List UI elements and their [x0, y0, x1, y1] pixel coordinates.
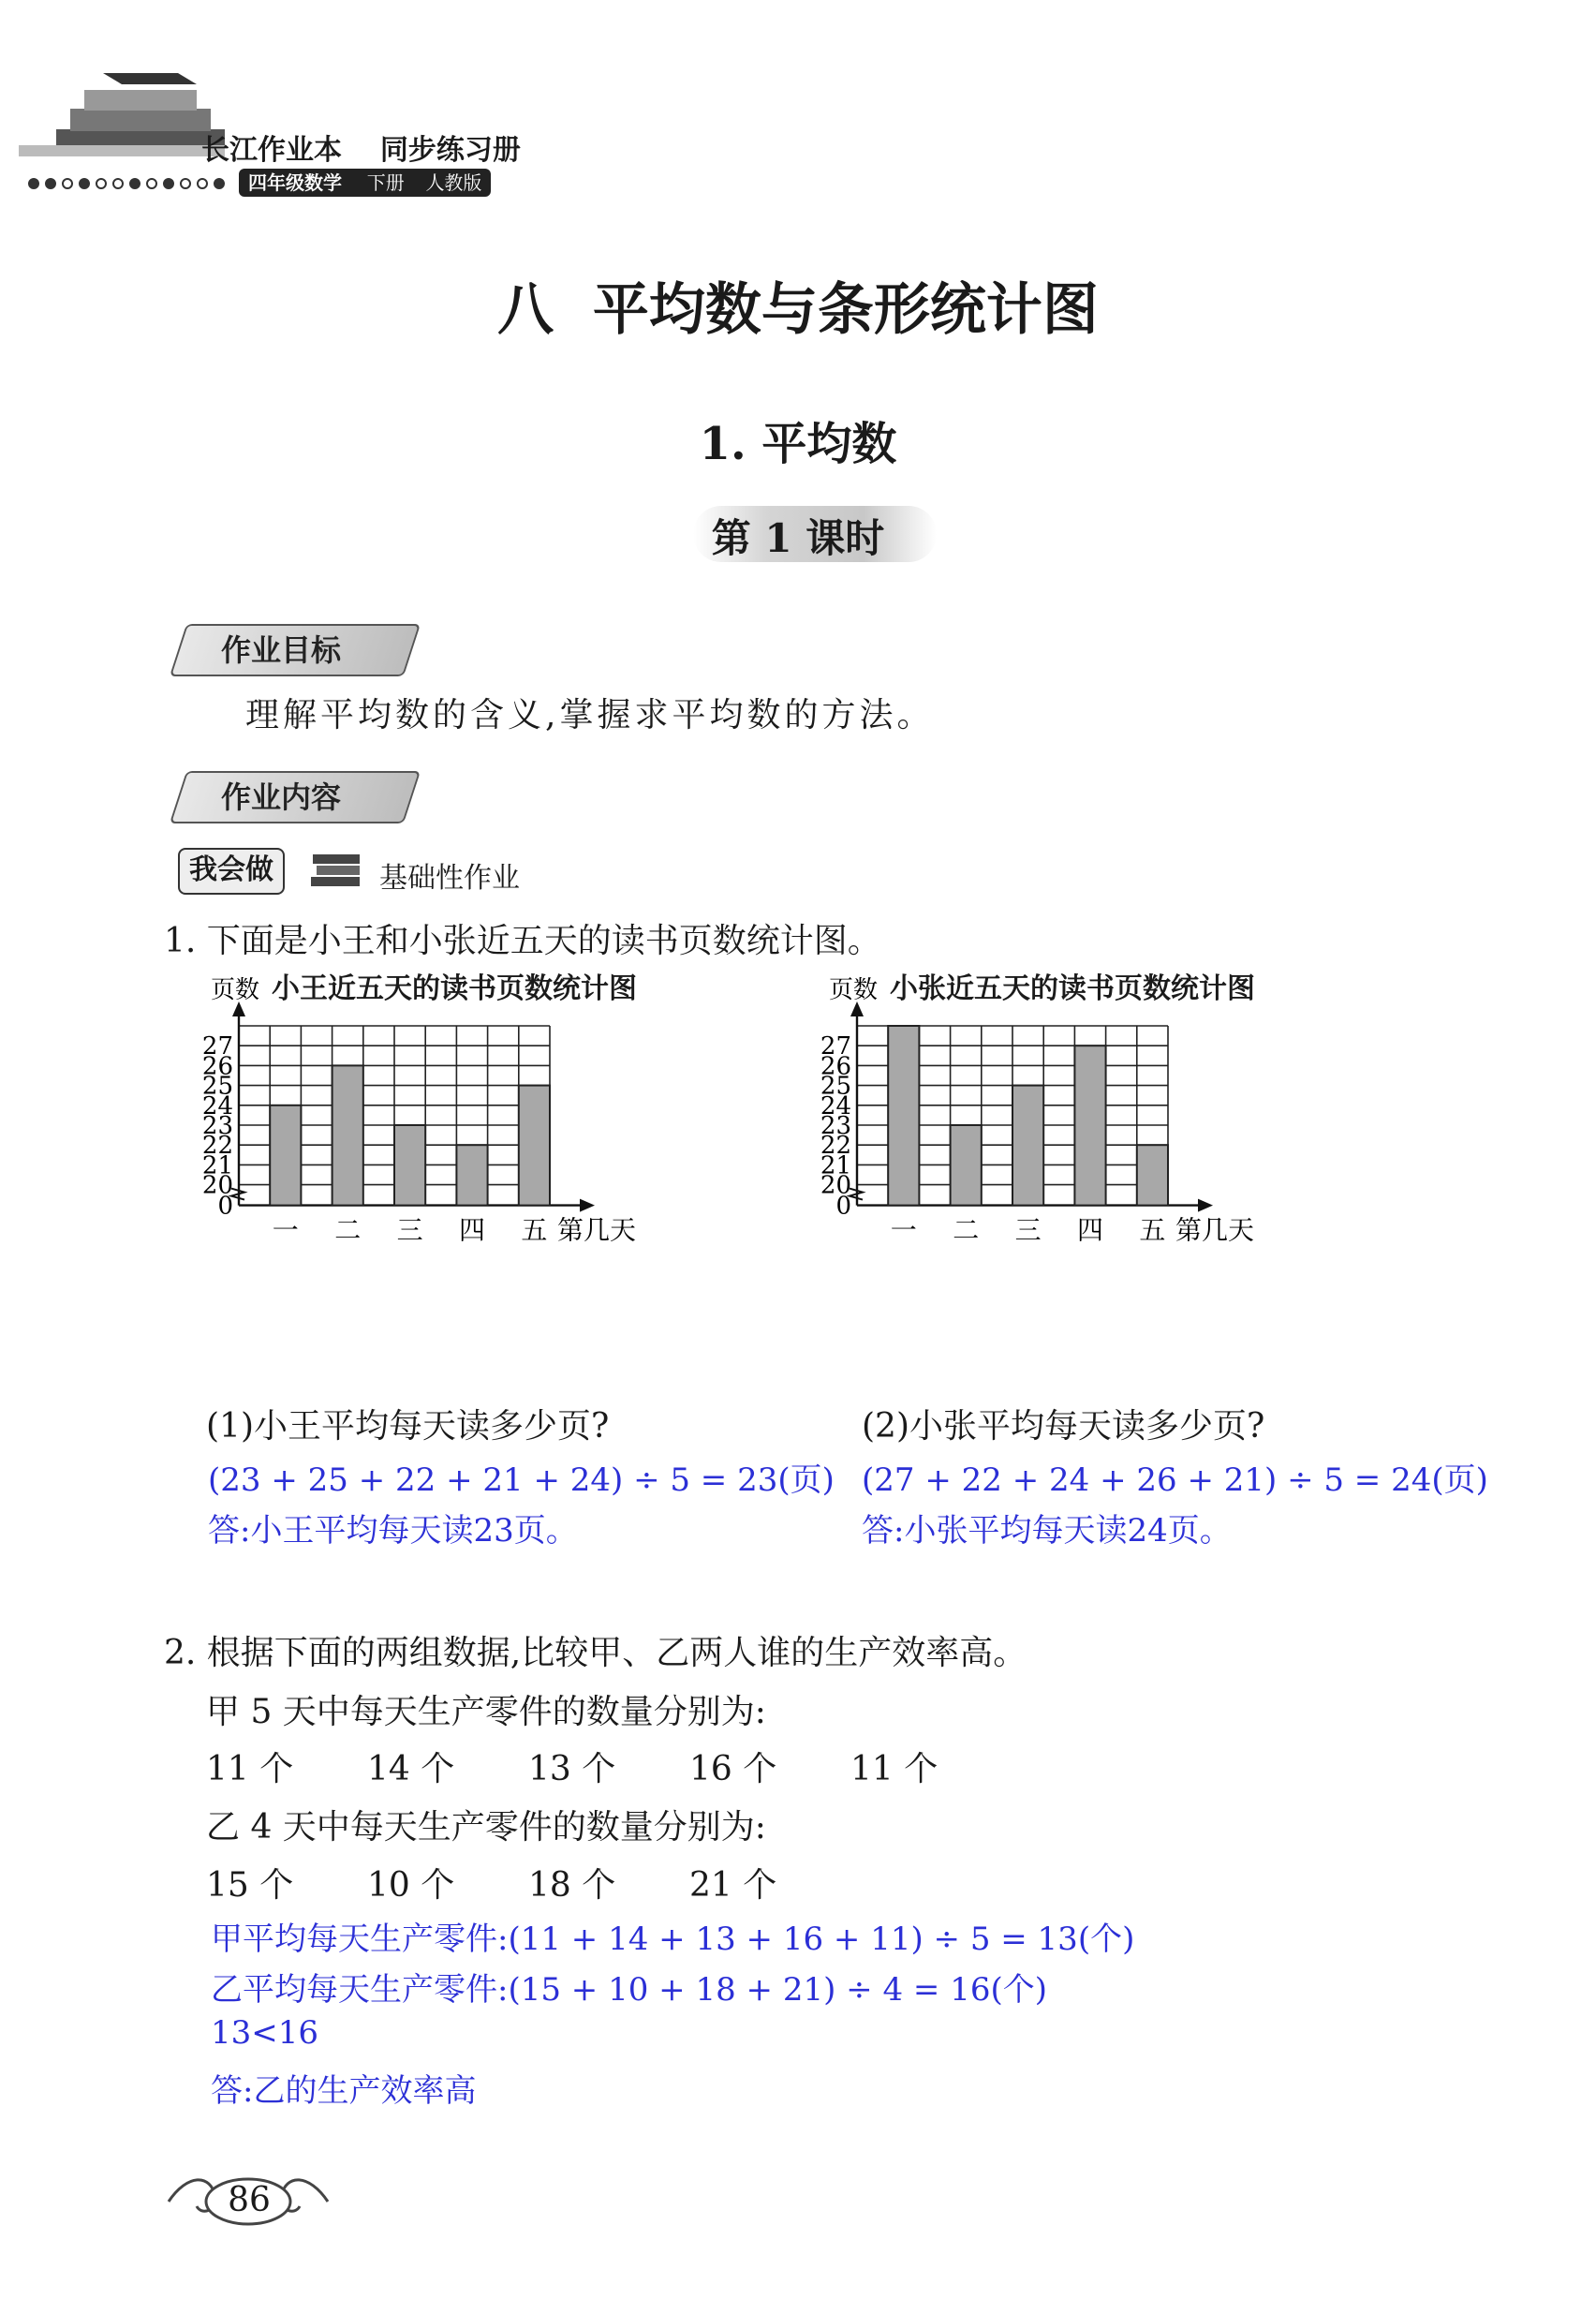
bar [456, 1145, 487, 1205]
badge-note: 基础性作业 [379, 862, 520, 895]
bar [270, 1105, 301, 1206]
y-tick-label: 22 [820, 1132, 851, 1161]
y-tick-label: 21 [201, 1151, 233, 1180]
list-item: 10 个 [367, 1866, 455, 1905]
list-item: 21 个 [689, 1866, 777, 1905]
x-tick-label: 三 [396, 1214, 423, 1246]
brand-name: 长江作业本 [201, 134, 342, 167]
series-name: 同步练习册 [379, 134, 521, 167]
y-tick-label: 25 [201, 1072, 233, 1101]
edition-label: 人教版 [425, 171, 482, 194]
y-tick-label: 23 [820, 1112, 851, 1140]
bar [888, 1026, 919, 1206]
q2-jia-intro: 甲 5 天中每天生产零件的数量分别为: [206, 1693, 766, 1731]
y-tick-label: 27 [820, 1032, 851, 1061]
x-axis-label: 第几天 [1175, 1214, 1255, 1246]
list-item: 18 个 [528, 1866, 616, 1905]
q1-ans1-text: 答:小王平均每天读23页。 [208, 1512, 578, 1550]
q2-ans-compare: 13<16 [211, 2014, 319, 2052]
objective-tag: 作业目标 [170, 624, 421, 676]
content-tag: 作业内容 [170, 771, 421, 823]
volume-label: 下册 [366, 171, 405, 194]
chart-zhang [805, 965, 1461, 1387]
list-item: 15 个 [206, 1866, 294, 1905]
chart-wang [187, 965, 843, 1387]
q1-sub1: (1)小王平均每天读多少页? [206, 1407, 610, 1446]
axis-break-mark [850, 1189, 863, 1200]
y-axis-label: 页数 [829, 976, 879, 1004]
header [19, 56, 599, 197]
y-tick-label: 24 [820, 1091, 851, 1120]
lesson-title: 第 1 课时 [711, 515, 885, 561]
list-item: 16 个 [689, 1750, 777, 1788]
chart-title: 小王近五天的读书页数统计图 [272, 972, 637, 1005]
q2-stem: 2. 根据下面的两组数据,比较甲、乙两人谁的生产效率高。 [164, 1634, 1027, 1672]
bar [394, 1125, 425, 1206]
y-tick-label: 25 [820, 1072, 851, 1101]
x-tick-label: 二 [334, 1214, 362, 1246]
x-tick-label: 三 [1014, 1214, 1042, 1246]
list-item: 11 个 [850, 1750, 938, 1788]
y-tick-label: 27 [201, 1032, 233, 1061]
unit-title: 八 平均数与条形统计图 [497, 277, 1099, 343]
x-axis-arrow [1198, 1199, 1213, 1212]
q1-ans2-text: 答:小张平均每天读24页。 [862, 1512, 1232, 1550]
y-tick-label: 20 [820, 1171, 851, 1200]
x-tick-label: 五 [521, 1214, 548, 1246]
list-item: 14 个 [367, 1750, 455, 1788]
q1-ans2-calc: (27 + 22 + 24 + 26 + 21) ÷ 5 = 24(页) [862, 1461, 1488, 1499]
y-tick-label: 22 [201, 1132, 233, 1161]
x-axis-label: 第几天 [557, 1214, 637, 1246]
y-tick-label: 26 [201, 1052, 233, 1081]
objective-text: 理解平均数的含义,掌握求平均数的方法。 [245, 696, 935, 734]
x-tick-label: 四 [1076, 1214, 1104, 1246]
q2-yi-values [206, 1859, 809, 1906]
bar [1012, 1086, 1043, 1206]
bar [951, 1125, 982, 1206]
dot-rule [28, 178, 225, 189]
q2-jia-values [206, 1743, 970, 1790]
y-tick-label: 24 [201, 1091, 233, 1120]
y-tick-label: 21 [820, 1151, 851, 1180]
list-item: 13 个 [528, 1750, 616, 1788]
bar [1137, 1145, 1168, 1205]
grade-label: 四年级数学 [248, 171, 342, 194]
y-tick-label: 0 [217, 1192, 233, 1221]
bar [519, 1086, 550, 1206]
x-tick-label: 一 [272, 1214, 299, 1246]
bar [332, 1065, 363, 1205]
axis-break-mark [231, 1189, 244, 1200]
chart-title: 小张近五天的读书页数统计图 [890, 972, 1255, 1005]
x-tick-label: 一 [890, 1214, 917, 1246]
y-axis-label: 页数 [211, 976, 260, 1004]
books-icon [309, 849, 365, 892]
x-tick-label: 五 [1139, 1214, 1166, 1246]
list-item: 11 个 [206, 1750, 294, 1788]
x-axis-arrow [580, 1199, 595, 1212]
badge: 我会做 [178, 848, 285, 895]
q1-ans1-calc: (23 + 25 + 22 + 21 + 24) ÷ 5 = 23(页) [208, 1461, 835, 1499]
q1-sub2: (2)小张平均每天读多少页? [862, 1407, 1265, 1446]
y-tick-label: 26 [820, 1052, 851, 1081]
q2-yi-intro: 乙 4 天中每天生产零件的数量分别为: [206, 1808, 766, 1847]
q1-stem: 1. 下面是小王和小张近五天的读书页数统计图。 [164, 922, 881, 960]
section-title: 1. 平均数 [699, 418, 897, 470]
y-tick-label: 20 [201, 1171, 233, 1200]
x-tick-label: 四 [458, 1214, 486, 1246]
q2-ans-yi: 乙平均每天生产零件:(15 + 10 + 18 + 21) ÷ 4 = 16(个) [211, 1971, 1047, 2009]
x-tick-label: 二 [953, 1214, 980, 1246]
y-tick-label: 0 [835, 1192, 851, 1221]
bar [1074, 1046, 1105, 1205]
y-tick-label: 23 [201, 1112, 233, 1140]
q2-ans-text: 答:乙的生产效率高 [211, 2072, 477, 2110]
q2-ans-jia: 甲平均每天生产零件:(11 + 14 + 13 + 16 + 11) ÷ 5 = 13(个) [211, 1921, 1135, 1958]
page-number: 86 [228, 2181, 271, 2219]
